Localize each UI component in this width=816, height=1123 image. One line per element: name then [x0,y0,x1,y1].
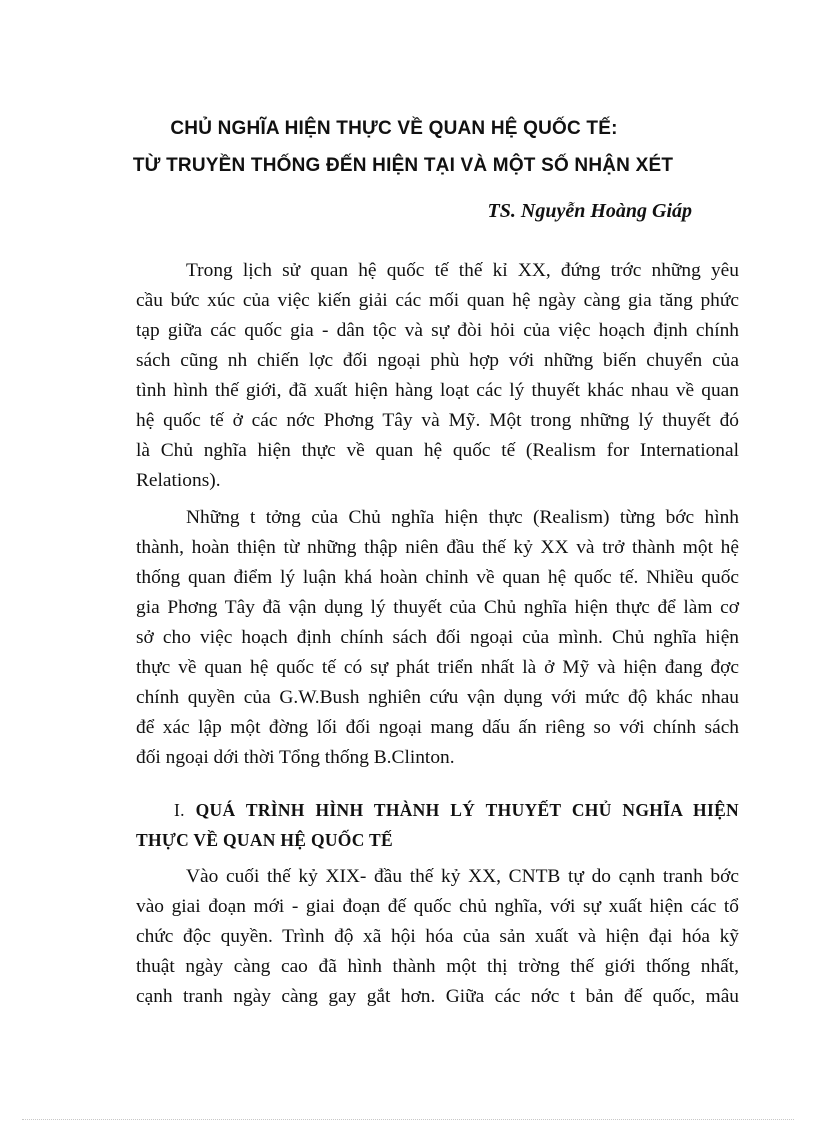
paragraph-1-line: sách cũng nh chiến lợc đối ngoại phù hợp với những biến chuyển của [136,350,739,371]
paragraph-1-line: là Chủ nghĩa hiện thực về quan hệ quốc tế (Realism for International [136,440,739,461]
title-line-2: TỪ TRUYỀN THỐNG ĐẾN HIỆN TẠI VÀ MỘT SỐ NHẬN XÉT [132,155,674,176]
paragraph-2-line: Những t tởng của Chủ nghĩa hiện thực (Realism) từng bớc hình [186,507,739,528]
paragraph-3-line: cạnh tranh ngày càng gay gắt hơn. Giữa các nớc t bản đế quốc, mâu [136,986,739,1007]
paragraph-2-line: đối ngoại dới thời Tổng thống B.Clinton. [136,747,455,768]
title-line-1: CHỦ NGHĨA HIỆN THỰC VỀ QUAN HỆ QUỐC TẾ: [170,118,618,139]
paragraph-3-line: Vào cuối thế kỷ XIX- đầu thế kỷ XX, CNTB tự do cạnh tranh bớc [186,866,739,887]
paragraph-1-line: Relations). [136,470,221,491]
paragraph-1-line: cầu bức xúc của việc kiến giải các mối quan hệ ngày càng gia tăng phức [136,290,739,311]
section-heading-line-1: QUÁ TRÌNH HÌNH THÀNH LÝ THUYẾT CHỦ NGHĨA HIỆN [195,800,739,820]
paragraph-3-line: vào giai đoạn mới - giai đoạn đế quốc chủ nghĩa, với sự xuất hiện các tổ [136,896,739,917]
paragraph-1-line: tạp giữa các quốc gia - dân tộc và sự đòi hỏi của việc hoạch định chính [136,320,739,341]
section-heading-line-2: THỰC VỀ QUAN HỆ QUỐC TẾ [136,830,393,850]
paragraph-1-line: Trong lịch sử quan hệ quốc tế thế kỉ XX, đứng trớc những yêu [186,260,739,281]
section-number: I. [174,800,196,820]
paragraph-1-line: tình hình thế giới, đã xuất hiện hàng loạt các lý thuyết khác nhau về quan [136,380,739,401]
paragraph-2-line: để xác lập một đờng lối đối ngoại mang dấu ấn riêng so với chính sách [136,717,739,738]
paragraph-2-line: gia Phơng Tây đã vận dụng lý thuyết của Chủ nghĩa hiện thực để làm cơ [136,597,739,618]
page-bottom-rule [22,1119,794,1120]
paragraph-2-line: thực về quan hệ quốc tế có sự phát triển nhất là ở Mỹ và hiện đang đợc [136,657,739,678]
paragraph-2-line: sở cho việc hoạch định chính sách đối ngoại của mình. Chủ nghĩa hiện [136,627,739,648]
paragraph-2-line: chính quyền của G.W.Bush nghiên cứu vận dụng với mức độ khác nhau [136,687,739,708]
author-name: TS. Nguyễn Hoàng Giáp [487,200,692,222]
paragraph-3-line: thuật ngày càng cao đã hình thành một thị trờng thế giới thống nhất, [136,956,739,977]
paragraph-3-line: chức độc quyền. Trình độ xã hội hóa của sản xuất và hiện đại hóa kỹ [136,926,739,947]
paragraph-2-line: thống quan điểm lý luận khá hoàn chỉnh về quan hệ quốc tế. Nhiều quốc [136,567,739,588]
section-heading [174,795,739,825]
paragraph-2-line: thành, hoàn thiện từ những thập niên đầu thế kỷ XX và trở thành một hệ [136,537,739,558]
paragraph-1-line: hệ quốc tế ở các nớc Phơng Tây và Mỹ. Một trong những lý thuyết đó [136,410,739,431]
